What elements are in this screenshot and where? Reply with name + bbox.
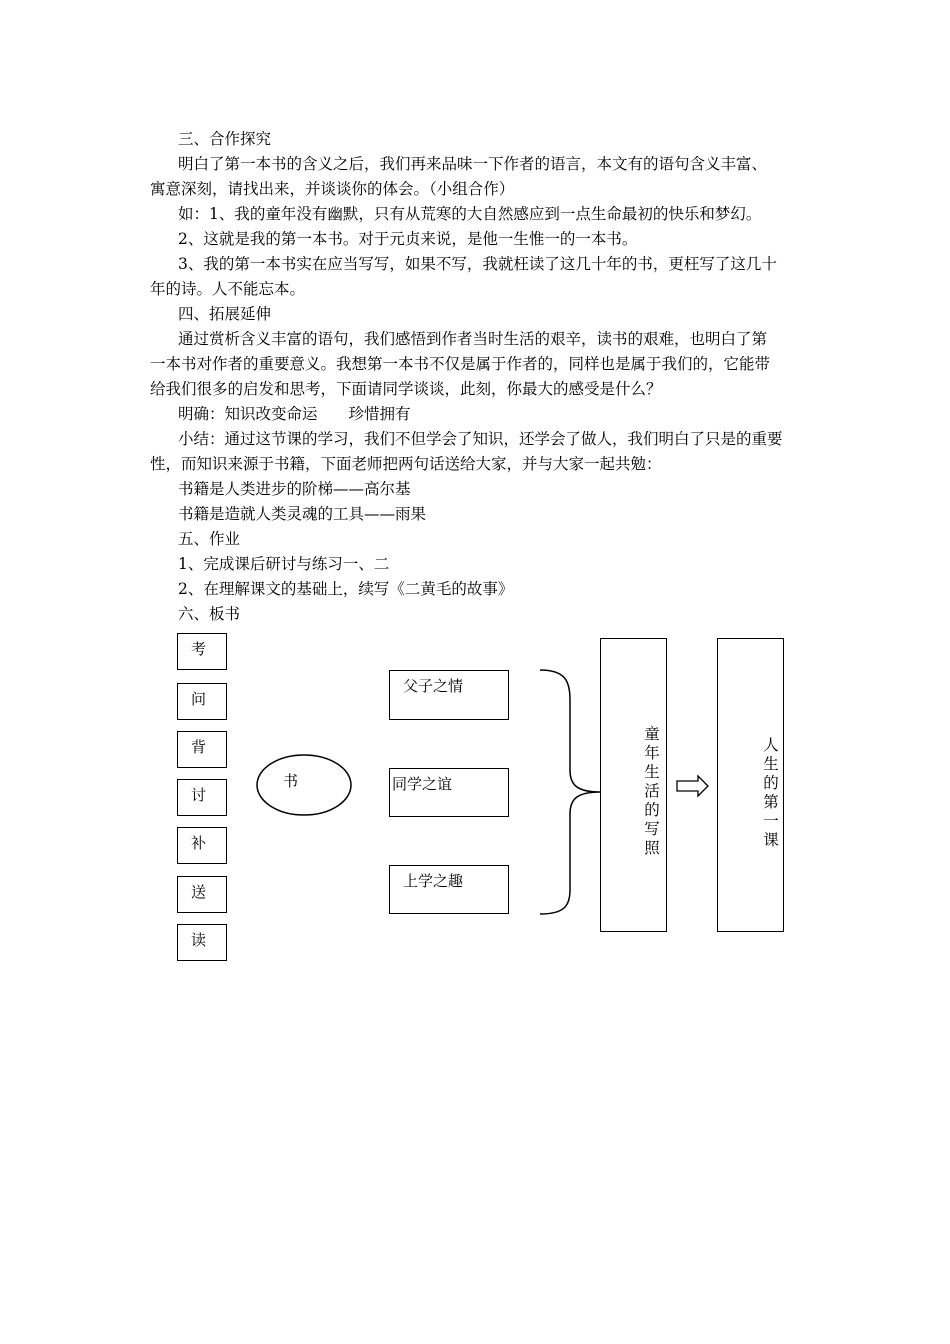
board-middle-box [389, 768, 509, 817]
homework-2: 2、在理解课文的基础上，续写《二黄毛的故事》 [178, 580, 514, 598]
board-left-box-label: 补 [191, 834, 207, 852]
example-3: 3、我的第一本书实在应当写写，如果不写，我就枉读了这几十年的书，更枉写了这几十 [178, 255, 777, 273]
board-tall-box-life-lesson [717, 638, 784, 932]
center-oval-label: 书 [283, 772, 299, 790]
paragraph-line: 明白了第一本书的含义之后，我们再来品味一下作者的语言，本文有的语句含义丰富、 [178, 155, 768, 173]
paragraph-line: 寓意深刻，请找出来，并谈谈你的体会。（小组合作） [150, 180, 515, 198]
board-left-box-label: 讨 [191, 786, 207, 804]
paragraph-line: 一本书对作者的重要意义。我想第一本书不仅是属于作者的，同样也是属于我们的，它能带 [150, 355, 771, 373]
board-tall-box-life-lesson-label: 人生的第一课 [763, 736, 779, 849]
quote-1: 书籍是人类进步的阶梯——高尔基 [178, 480, 411, 498]
section-6-heading: 六、板书 [178, 605, 241, 623]
board-left-box-label: 读 [191, 931, 207, 949]
example-2: 2、这就是我的第一本书。对于元贞来说，是他一生惟一的一本书。 [178, 230, 638, 248]
summary-line: 小结：通过这节课的学习，我们不但学会了知识，还学会了做人，我们明白了只是的重要 [178, 430, 783, 448]
board-left-box-label: 送 [191, 883, 207, 901]
board-left-box-label: 背 [191, 738, 207, 756]
board-tall-box-childhood [600, 638, 667, 932]
board-tall-box-childhood-label: 童年生活的写照 [644, 725, 660, 857]
example-1: 如：1、我的童年没有幽默，只有从荒寒的大自然感应到一点生命最初的快乐和梦幻。 [178, 205, 762, 223]
clarification: 明确：知识改变命运 珍惜拥有 [178, 405, 411, 423]
example-3-cont: 年的诗。人不能忘本。 [150, 280, 306, 298]
board-left-box-label: 问 [191, 690, 207, 708]
paragraph-line: 通过赏析含义丰富的语句，我们感悟到作者当时生活的艰辛，读书的艰难，也明白了第 [178, 330, 768, 348]
double-arrow-icon [677, 776, 708, 796]
right-brace [540, 670, 600, 914]
paragraph-line: 给我们很多的启发和思考，下面请同学谈谈，此刻，你最大的感受是什么？ [150, 380, 662, 398]
board-middle-box [389, 670, 509, 720]
board-middle-box-label: 同学之谊 [392, 775, 453, 793]
book-oval [257, 755, 351, 815]
homework-1: 1、完成课后研讨与练习一、二 [178, 555, 390, 573]
quote-2: 书籍是造就人类灵魂的工具——雨果 [178, 505, 427, 523]
section-5-heading: 五、作业 [178, 530, 241, 548]
section-4-heading: 四、拓展延伸 [178, 305, 272, 323]
section-3-heading: 三、合作探究 [178, 130, 272, 148]
summary-line: 性，而知识来源于书籍，下面老师把两句话送给大家，并与大家一起共勉： [150, 455, 662, 473]
board-middle-box-label: 父子之情 [403, 677, 464, 695]
board-middle-box [389, 865, 509, 914]
board-middle-box-label: 上学之趣 [403, 872, 464, 890]
board-left-box-label: 考 [191, 640, 207, 658]
